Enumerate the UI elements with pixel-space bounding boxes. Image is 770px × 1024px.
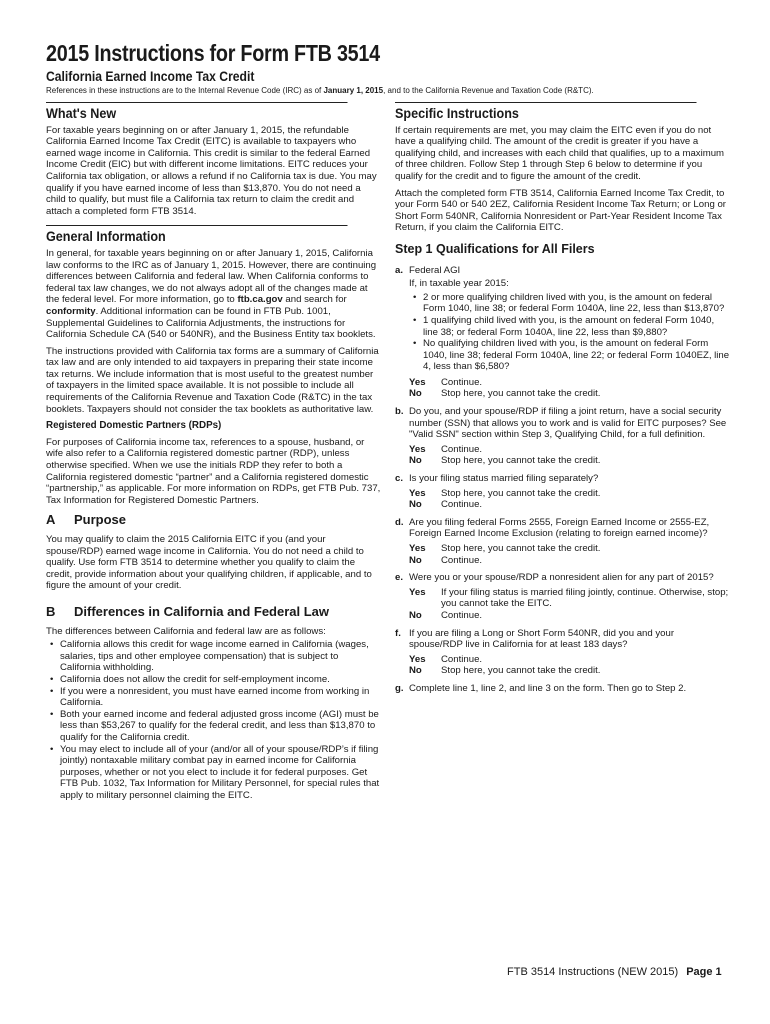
- specific-paragraph-1: If certain requirements are met, you may claim the EITC even if you do not have a qualifying child. The amount of the credit is greater if you have a qualifying child, and increases with each child that qualifies, up to a maximum of three children. Follow Step 1 through Step 6 below to determine if you qualify for the credit and to figure the amount of the credit.: [395, 124, 725, 182]
- differences-heading: B Differences in California and Federal Law: [46, 603, 330, 619]
- left-column: [46, 102, 381, 805]
- document-title: 2015 Instructions for Form FTB 3514: [46, 40, 380, 66]
- whats-new-body: For taxable years beginning on or after January 1, 2015, the refundable California Earned Income Tax Credit (EITC) is available to taxpayers who earned wage income in California. This credit is similar to the federal Earned Income Credit (EIC) but with different income limitations. EITC reduces your California tax obligation, or allows a refund if no California tax is due. You may qualify if you have earned income of less than $13,870. You do not need a child to qualify, but must file a California tax return to claim the credit and attach a completed form FTB 3514.: [46, 124, 377, 217]
- general-paragraph-1: In general, for taxable years beginning on or after January 1, 2015, California law conforms to the IRC as of January 1, 2015. However, there are continuing differences between California and federal law. When California conforms to federal tax law changes, we do not always adopt all of the changes made at the federal level. For more information, go to ftb.ca.gov and search for conformity. Additional information can be found in FTB Pub. 1001, Supplemental Guidelines to California Adjustments, the instructions for California Schedule CA (540 or 540NR), and the Business Entity tax booklets.: [46, 247, 377, 341]
- yes-no-answers: Yes Stop here, you cannot take the credit. No Continue.: [409, 487, 601, 511]
- agi-list: [409, 292, 730, 373]
- yes-no-answers: Yes Stop here, you cannot take the credit. No Continue.: [409, 543, 601, 566]
- list-item: • If you were a nonresident, you must have earned income from working in California.: [60, 686, 381, 709]
- step-1-item-f: f. If you are filing a Long or Short Form 540NR, did you and your spouse/RDP live in California for at least 183 days? Yes Continue. No Stop here, you cannot take the credit.: [395, 628, 730, 677]
- step-1-heading: Step 1 Qualifications for All Filers: [395, 241, 595, 256]
- yes-no-answers: Yes Continue. No Stop here, you cannot take the credit.: [409, 376, 601, 400]
- step-1-item-e: e. Were you or your spouse/RDP a nonresident alien for any part of 2015? Yes If your filing status is married filing jointly, continue. Otherwise, stop; you cannot take the EITC. No Continue.: [395, 572, 729, 621]
- yes-no-answers: Yes Continue. No Stop here, you cannot take the credit.: [409, 443, 601, 467]
- general-information-heading: General Information: [46, 225, 348, 243]
- yes-no-answers: Yes If your filing status is married filing jointly, continue. Otherwise, stop; you cannot take the EITC. No Continue.: [409, 586, 729, 621]
- general-paragraph-2: The instructions provided with California tax forms are a summary of California tax law and are only intended to aid taxpayers in preparing their state income tax returns. We include information that is most useful to the greatest number of taxpayers in the limited space available. It is not possible to include all requirements of the California Revenue and Taxation Code (R&TC) in the tax booklets. Taxpayers should not consider the tax booklets as authoritative law.: [46, 345, 379, 415]
- step-1-item-c: c. Is your filing status married filing separately? Yes Stop here, you cannot take the credit. No Continue.: [395, 473, 730, 511]
- purpose-heading: A Purpose: [46, 512, 127, 528]
- right-column: [395, 102, 730, 698]
- rdp-heading: Registered Domestic Partners (RDPs): [46, 420, 222, 432]
- list-item: • 1 qualifying child lived with you, is the amount on federal Form 1040, line 38; or federal Form 1040A, line 22, less than $9,880?: [423, 315, 730, 338]
- specific-instructions-heading: Specific Instructions: [395, 102, 697, 120]
- yes-no-answers: Yes Continue. No Stop here, you cannot take the credit.: [409, 653, 601, 677]
- differences-list: [46, 639, 381, 801]
- whats-new-heading: What's New: [46, 102, 348, 120]
- purpose-body: You may qualify to claim the 2015 California EITC if you (and your spouse/RDP) earned wage income in California. You do not need a child to qualify. Use form FTB 3514 to determine whether you qualify to claim the credit, provide information about your qualifying children, if applicable, and to figure the amount of your credit.: [46, 534, 372, 592]
- step-1-item-b: b. Do you, and your spouse/RDP if filing a joint return, have a social security number (SSN) that allows you to work and is valid for EITC purposes? See "Valid SSN" section within Step 3, Qualifying Child, for a full definition. Yes Continue. No Stop here, you cannot take the credit.: [395, 406, 730, 467]
- specific-paragraph-2: Attach the completed form FTB 3514, California Earned Income Tax Credit, to your Form 540 or 540 2EZ, California Resident Income Tax Return; or Long or Short Form 540NR, California Nonresident or Part-Year Resident Income Tax Return, if you claim the California EITC.: [395, 187, 726, 234]
- ftb-link[interactable]: ftb.ca.gov: [237, 294, 283, 306]
- page-footer: FTB 3514 Instructions (NEW 2015) Page 1: [507, 966, 722, 978]
- list-item: • California does not allow the credit for self-employment income.: [60, 674, 381, 686]
- list-item: • 2 or more qualifying children lived with you, is the amount on federal Form 1040, line 38; or federal Form 1040A, line 22, less than $13,870?: [423, 292, 730, 315]
- step-1-item-a: a. Federal AGI If, in taxable year 2015: • 2 or more qualifying children lived with you, is the amount on federal Form 1040, line 38; or federal Form 1040A, line 22, less than $13,870? • 1 qualifying child lived with you, is the amount on federal Form 1040, line 38; or federal Form 1040A, line 22, less than $9,880? • No qualifying children lived with you, is the amount on federal Form 1040, line 38; federal Form 1040A, line 22; or federal Form 1040EZ, line 4, less than $6,580? Yes Continue. No Stop here, you cannot take the credit.: [395, 265, 730, 401]
- step-1-item-d: d. Are you filing federal Forms 2555, Foreign Earned Income or 2555-EZ, Foreign Earned Income Exclusion (relating to foreign earned income)? Yes Stop here, you cannot take the credit. No Continue.: [395, 517, 730, 566]
- list-item: • No qualifying children lived with you, is the amount on federal Form 1040, line 38; federal Form 1040A, line 22; or federal Form 1040EZ, line 4, less than $6,580?: [423, 338, 730, 373]
- step-1-item-g: g. Complete line 1, line 2, and line 3 on the form. Then go to Step 2.: [395, 682, 687, 694]
- document-subtitle: California Earned Income Tax Credit: [46, 69, 255, 84]
- list-item: • California allows this credit for wage income earned in California (wages, salaries, tips and other employee compensation) that is subject to California withholding.: [60, 639, 381, 674]
- rdp-body: For purposes of California income tax, references to a spouse, husband, or wife also refer to a California registered domestic partner (RDP), unless otherwise specified. When we use the initials RDP they refer to both a California registered domestic “partner” and a California registered domestic “partnership,” as applicable. For more information on RDPs, get FTB Pub. 737, Tax Information for Registered Domestic Partners.: [46, 436, 381, 506]
- page-number: Page 1: [686, 966, 722, 978]
- references-note: References in these instructions are to the Internal Revenue Code (IRC) as of January 1, 2015, and to the California Revenue and Taxation Code (R&TC).: [46, 86, 594, 95]
- list-item: • You may elect to include all of your (and/or all of your spouse/RDP’s if filing jointly) nontaxable military combat pay in earned income for California purposes, whether or not you elect to include it for federal purposes. Get FTB Pub. 1032, Tax Information for Military Personnel, for special rules that apply to military personnel claiming the EITC.: [60, 744, 381, 802]
- differences-intro: The differences between California and federal law are as follows:: [46, 625, 326, 637]
- list-item: • Both your earned income and federal adjusted gross income (AGI) must be less than $53,267 to qualify for the federal credit, and less than $13,870 to qualify for the California credit.: [60, 709, 381, 744]
